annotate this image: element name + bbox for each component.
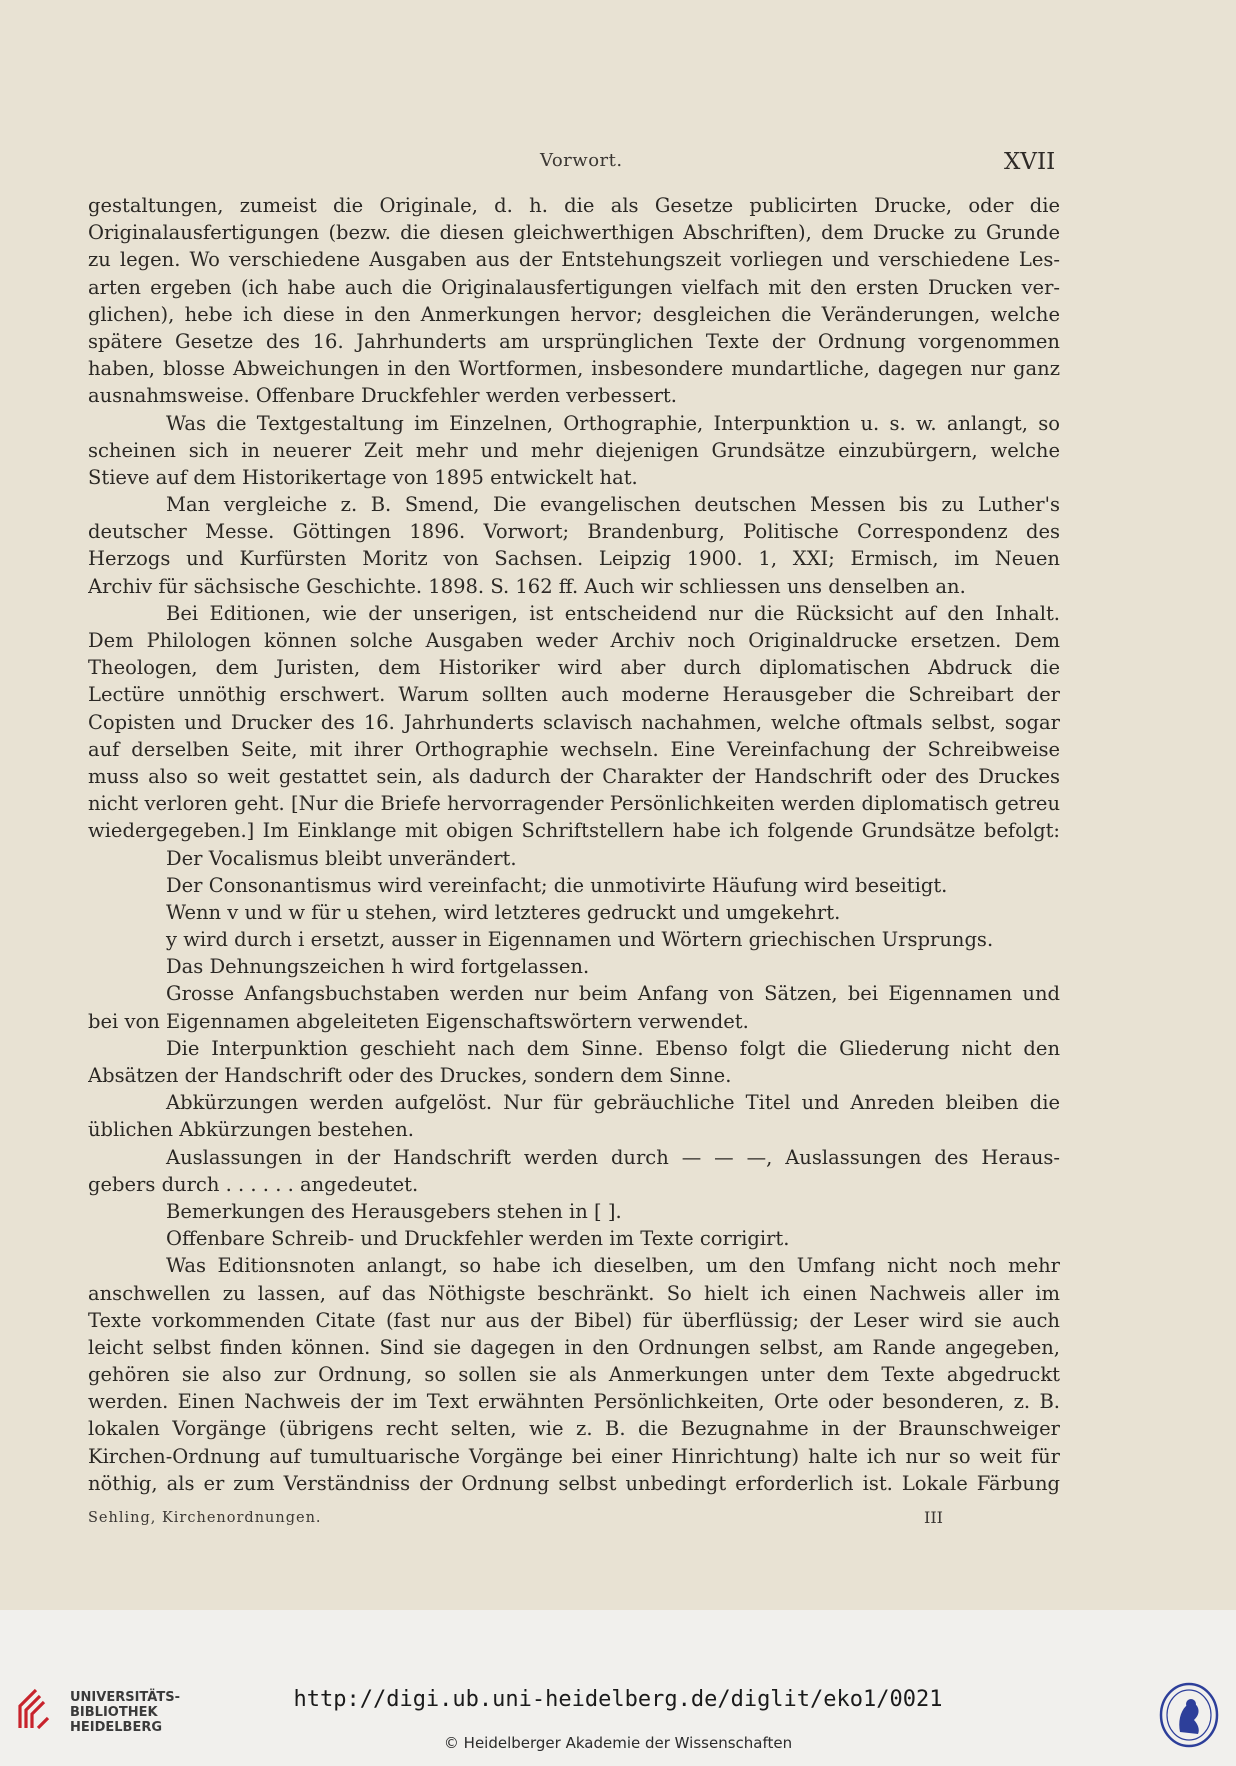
text-line: anschwellen zu lassen, auf das Nöthigste beschränkt. So hielt ich einen Nachweis aller im xyxy=(88,1281,1060,1305)
text-line: Bemerkungen des Herausgebers stehen in [ ]. xyxy=(166,1199,622,1223)
text-line: leicht selbst finden können. Sind sie dagegen in den Ordnungen selbst, am Rande angegeben, xyxy=(88,1335,1060,1359)
text-line: üblichen Abkürzungen bestehen. xyxy=(88,1118,414,1142)
text-line: nicht verloren geht. [Nur die Briefe hervorragender Persönlichkeiten werden diplomatisch getreu xyxy=(88,792,1060,816)
text-line: muss also so weit gestattet sein, als dadurch der Charakter der Handschrift oder des Druckes xyxy=(88,764,1060,788)
text-line: auf derselben Seite, mit ihrer Orthographie wechseln. Eine Vereinfachung der Schreibweise xyxy=(88,737,1060,761)
library-name-line: HEIDELBERG xyxy=(70,1720,163,1735)
text-line: y wird durch i ersetzt, ausser in Eigennamen und Wörtern griechischen Ursprungs. xyxy=(166,928,994,952)
text-line: Herzogs und Kurfürsten Moritz von Sachsen. Leipzig 1900. 1, XXI; Ermisch, im Neuen xyxy=(88,547,1060,571)
library-name-line: BIBLIOTHEK xyxy=(70,1705,158,1720)
text-line: Die Interpunktion geschieht nach dem Sinne. Ebenso folgt die Gliederung nicht den xyxy=(166,1036,1060,1060)
text-line: Kirchen-Ordnung auf tumultuarische Vorgänge bei einer Hinrichtung) halte ich nur so weit für xyxy=(88,1444,1060,1468)
text-line: Auslassungen in der Handschrift werden durch — — —, Auslassungen des Heraus- xyxy=(166,1145,1060,1169)
text-line: gehören sie also zur Ordnung, so sollen sie als Anmerkungen unter dem Texte abgedruckt xyxy=(88,1363,1060,1387)
text-line: Der Vocalismus bleibt unverändert. xyxy=(166,846,517,870)
text-line: Lectüre unnöthig erschwert. Warum sollten auch moderne Herausgeber die Schreibart der xyxy=(88,683,1060,707)
text-line: ausnahmsweise. Offenbare Druckfehler werden verbessert. xyxy=(88,384,677,408)
text-line: werden. Einen Nachweis der im Text erwähnten Persönlichkeiten, Orte oder besonderen, z. B. xyxy=(88,1390,1060,1414)
text-line: Wenn v und w für u stehen, wird letzteres gedruckt und umgekehrt. xyxy=(166,900,841,924)
page-number: XVII xyxy=(1004,149,1056,175)
text-line: Absätzen der Handschrift oder des Druckes, sondern dem Sinne. xyxy=(88,1064,732,1087)
text-line: glichen), hebe ich diese in den Anmerkungen hervor; desgleichen die Veränderungen, welche xyxy=(88,302,1060,326)
academy-seal-icon xyxy=(1158,1682,1220,1748)
text-line: scheinen sich in neuerer Zeit mehr und mehr diejenigen Grundsätze einzubürgern, welche xyxy=(88,438,1060,462)
text-line: Das Dehnungszeichen h wird fortgelassen. xyxy=(166,955,590,979)
text-line: Archiv für sächsische Geschichte. 1898. S. 162 ff. Auch wir schliessen uns denselben an. xyxy=(88,574,966,598)
footer-signature: Sehling, Kirchenordnungen. xyxy=(88,1510,322,1526)
text-line: gestaltungen, zumeist die Originale, d. h. die als Gesetze publicirten Drucke, oder die xyxy=(88,194,1060,217)
text-line: Stieve auf dem Historikertage von 1895 entwickelt hat. xyxy=(88,465,638,489)
text-line: Der Consonantismus wird vereinfacht; die unmotivirte Häufung wird beseitigt. xyxy=(166,873,948,897)
text-line: Theologen, dem Juristen, dem Historiker wird aber durch diplomatischen Abdruck die xyxy=(88,656,1060,680)
running-header-title: Vorwort. xyxy=(540,150,623,171)
text-line: Texte vorkommenden Citate (fast nur aus der Bibel) für überflüssig; der Leser wird sie auch xyxy=(88,1308,1060,1332)
text-line: haben, blosse Abweichungen in den Wortformen, insbesondere mundartliche, dagegen nur ganz xyxy=(88,357,1060,381)
text-line: wiedergegeben.] Im Einklange mit obigen Schriftstellern habe ich folgende Grundsätze befolgt: xyxy=(88,819,1060,843)
text-line: nöthig, als er zum Verständniss der Ordnung selbst unbedingt erforderlich ist. Lokale Färbung xyxy=(88,1471,1060,1495)
footer-sheet-mark: III xyxy=(924,1508,943,1527)
body-text xyxy=(88,192,1060,1497)
library-name-line: UNIVERSITÄTS- xyxy=(70,1690,180,1705)
text-line: spätere Gesetze des 16. Jahrhunderts am ursprünglichen Texte der Ordnung vorgenommen xyxy=(88,329,1060,353)
text-line: deutscher Messe. Göttingen 1896. Vorwort; Brandenburg, Politische Correspondenz des xyxy=(88,520,1060,544)
text-line: bei von Eigennamen abgeleiteten Eigenschaftswörtern verwendet. xyxy=(88,1009,749,1033)
text-line: Abkürzungen werden aufgelöst. Nur für gebräuchliche Titel und Anreden bleiben die xyxy=(166,1091,1060,1115)
permalink-url[interactable]: http://digi.ub.uni-heidelberg.de/diglit/eko1/0021 xyxy=(293,1687,943,1712)
text-line: Man vergleiche z. B. Smend, Die evangelischen deutschen Messen bis zu Luther's xyxy=(166,493,1060,517)
text-line: zu legen. Wo verschiedene Ausgaben aus der Entstehungszeit vorliegen und verschiedene Les- xyxy=(88,248,1060,272)
text-line: Copisten und Drucker des 16. Jahrhunderts sclavisch nachahmen, welche oftmals selbst, sogar xyxy=(88,710,1060,734)
text-line: Dem Philologen können solche Ausgaben weder Archiv noch Originaldrucke ersetzen. Dem xyxy=(88,629,1060,652)
text-line: gebers durch . . . . . . angedeutet. xyxy=(88,1172,419,1196)
text-line: arten ergeben (ich habe auch die Originalausfertigungen vielfach mit den ersten Drucken ver- xyxy=(88,275,1060,299)
text-line: Offenbare Schreib- und Druckfehler werden im Texte corrigirt. xyxy=(166,1227,790,1251)
text-line: Was Editionsnoten anlangt, so habe ich dieselben, um den Umfang nicht noch mehr xyxy=(166,1254,1060,1278)
text-line: Bei Editionen, wie der unserigen, ist entscheidend nur die Rücksicht auf den Inhalt. xyxy=(166,601,1060,625)
text-line: Originalausfertigungen (bezw. die diesen gleichwerthigen Abschriften), dem Drucke zu Grunde xyxy=(88,221,1060,245)
copyright-notice: © Heidelberger Akademie der Wissenschaften xyxy=(443,1734,793,1752)
text-line: lokalen Vorgänge (übrigens recht selten, wie z. B. die Bezugnahme in der Braunschweiger xyxy=(88,1417,1060,1441)
text-line: Grosse Anfangsbuchstaben werden nur beim Anfang von Sätzen, bei Eigennamen und xyxy=(166,982,1060,1006)
text-line: Was die Textgestaltung im Einzelnen, Orthographie, Interpunktion u. s. w. anlangt, so xyxy=(166,411,1060,435)
